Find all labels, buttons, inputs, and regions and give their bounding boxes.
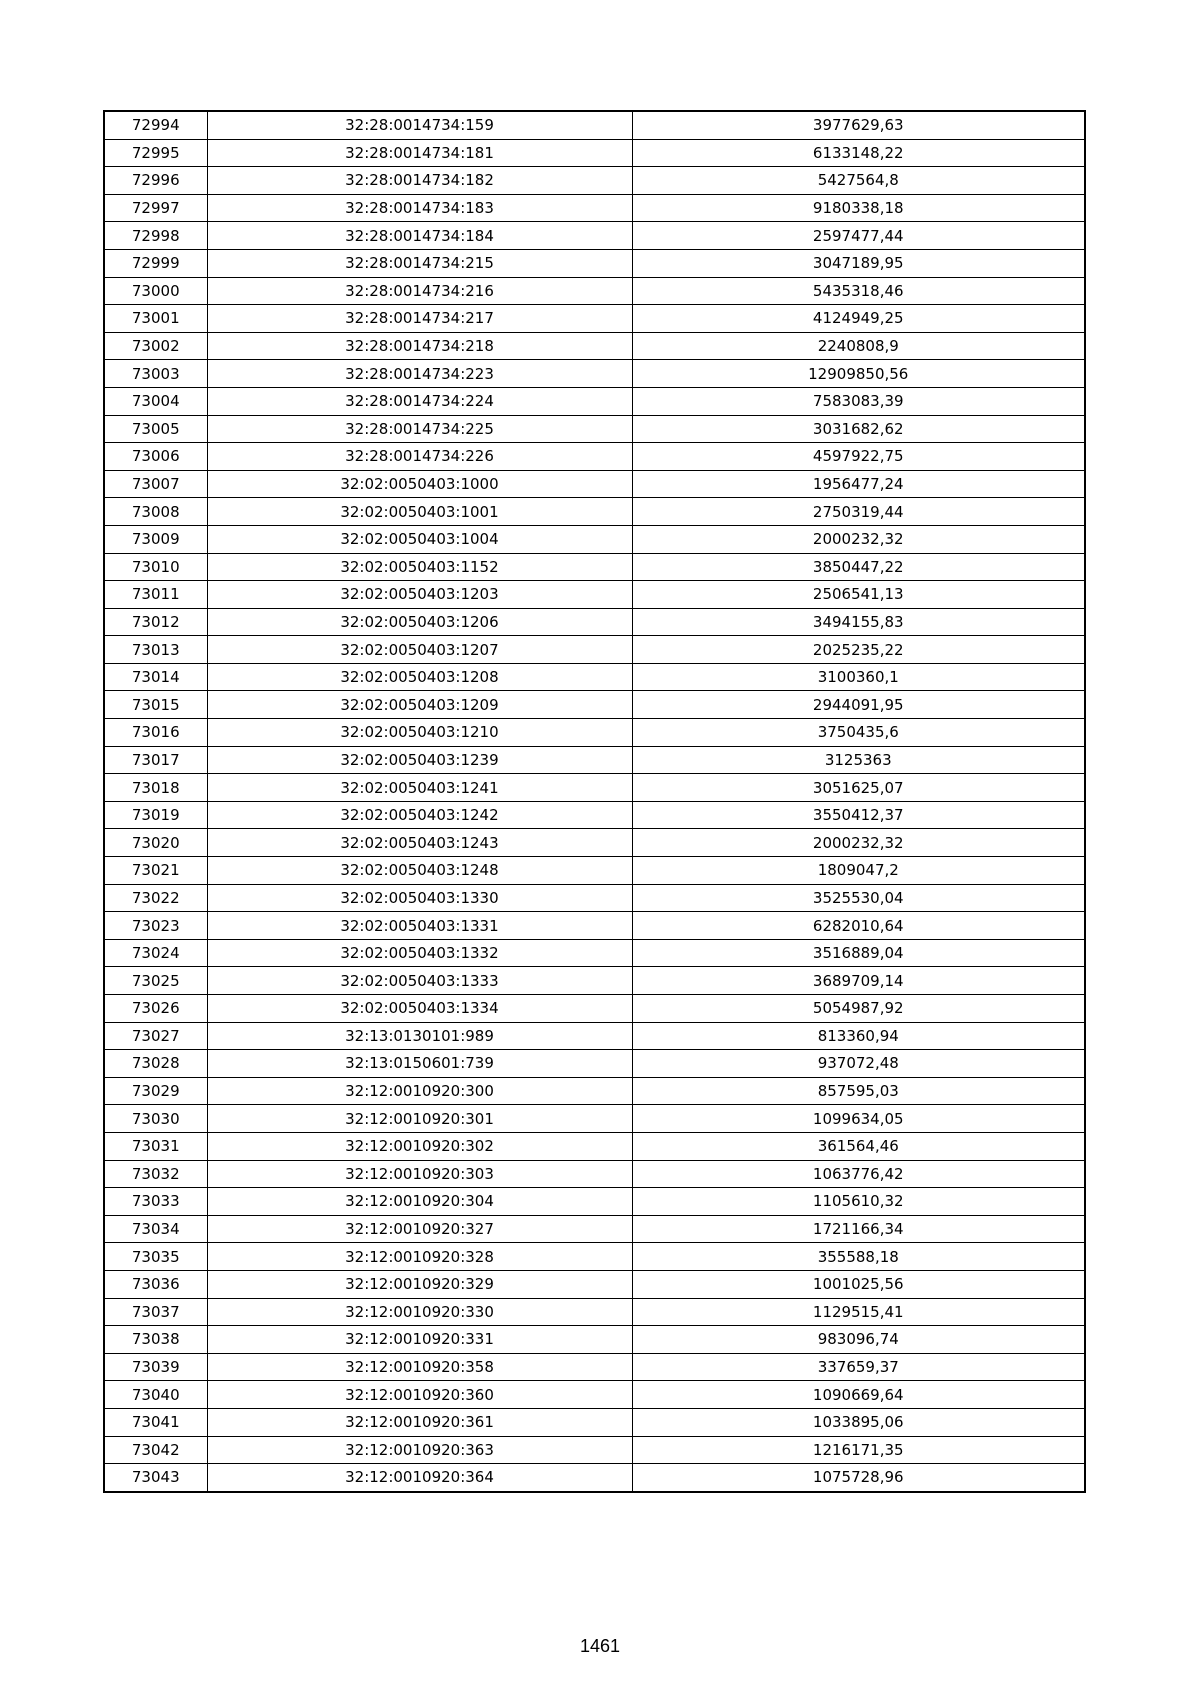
cadastral-number-cell: 32:02:0050403:1206 — [207, 608, 632, 636]
cadastral-number-cell: 32:02:0050403:1210 — [207, 719, 632, 747]
cadastral-value-cell: 6133148,22 — [632, 139, 1085, 167]
table-row — [104, 912, 1085, 940]
cadastral-value-cell: 3031682,62 — [632, 415, 1085, 443]
row-index-cell: 73025 — [104, 967, 207, 995]
cadastral-value-cell: 1105610,32 — [632, 1188, 1085, 1216]
cadastral-number-cell: 32:02:0050403:1242 — [207, 801, 632, 829]
row-index-cell: 73021 — [104, 857, 207, 885]
cadastral-value-cell: 9180338,18 — [632, 194, 1085, 222]
row-index-cell: 73015 — [104, 691, 207, 719]
cadastral-value-cell: 2597477,44 — [632, 222, 1085, 250]
cadastral-value-cell: 3125363 — [632, 746, 1085, 774]
table-row — [104, 525, 1085, 553]
cadastral-number-cell: 32:02:0050403:1001 — [207, 498, 632, 526]
cadastral-number-cell: 32:02:0050403:1000 — [207, 470, 632, 498]
row-index-cell: 73031 — [104, 1132, 207, 1160]
row-index-cell: 73011 — [104, 581, 207, 609]
table-row — [104, 884, 1085, 912]
row-index-cell: 73036 — [104, 1270, 207, 1298]
table-row — [104, 1050, 1085, 1078]
cadastral-number-cell: 32:02:0050403:1241 — [207, 774, 632, 802]
cadastral-number-cell: 32:02:0050403:1334 — [207, 995, 632, 1023]
row-index-cell: 73042 — [104, 1436, 207, 1464]
cadastral-value-cell: 813360,94 — [632, 1022, 1085, 1050]
cadastral-value-cell: 3850447,22 — [632, 553, 1085, 581]
table-row — [104, 305, 1085, 333]
cadastral-number-cell: 32:13:0150601:739 — [207, 1050, 632, 1078]
row-index-cell: 73037 — [104, 1298, 207, 1326]
table-row — [104, 995, 1085, 1023]
table-row — [104, 194, 1085, 222]
table-row — [104, 1270, 1085, 1298]
table-row — [104, 1132, 1085, 1160]
cadastral-value-cell: 1001025,56 — [632, 1270, 1085, 1298]
row-index-cell: 73020 — [104, 829, 207, 857]
cadastral-number-cell: 32:28:0014734:223 — [207, 360, 632, 388]
cadastral-number-cell: 32:02:0050403:1330 — [207, 884, 632, 912]
table-row — [104, 663, 1085, 691]
table-row — [104, 222, 1085, 250]
table-row — [104, 1215, 1085, 1243]
table-row — [104, 939, 1085, 967]
row-index-cell: 73005 — [104, 415, 207, 443]
cadastral-value-cell: 2506541,13 — [632, 581, 1085, 609]
cadastral-number-cell: 32:12:0010920:330 — [207, 1298, 632, 1326]
cadastral-number-cell: 32:28:0014734:226 — [207, 443, 632, 471]
cadastral-value-cell: 355588,18 — [632, 1243, 1085, 1271]
cadastral-value-cell: 361564,46 — [632, 1132, 1085, 1160]
row-index-cell: 73007 — [104, 470, 207, 498]
row-index-cell: 73026 — [104, 995, 207, 1023]
row-index-cell: 73038 — [104, 1326, 207, 1354]
row-index-cell: 73000 — [104, 277, 207, 305]
table-row — [104, 1353, 1085, 1381]
row-index-cell: 73017 — [104, 746, 207, 774]
cadastral-value-cell: 337659,37 — [632, 1353, 1085, 1381]
cadastral-value-cell: 1063776,42 — [632, 1160, 1085, 1188]
cadastral-number-cell: 32:12:0010920:303 — [207, 1160, 632, 1188]
table-row — [104, 443, 1085, 471]
cadastral-number-cell: 32:02:0050403:1209 — [207, 691, 632, 719]
cadastral-value-cell: 1033895,06 — [632, 1408, 1085, 1436]
table-row — [104, 1243, 1085, 1271]
cadastral-value-cell: 3750435,6 — [632, 719, 1085, 747]
table-row — [104, 1188, 1085, 1216]
cadastral-number-cell: 32:12:0010920:358 — [207, 1353, 632, 1381]
table-row — [104, 167, 1085, 195]
table-row — [104, 332, 1085, 360]
row-index-cell: 73012 — [104, 608, 207, 636]
table-row — [104, 249, 1085, 277]
cadastral-number-cell: 32:02:0050403:1243 — [207, 829, 632, 857]
table-row — [104, 277, 1085, 305]
cadastral-value-cell: 1090669,64 — [632, 1381, 1085, 1409]
cadastral-number-cell: 32:12:0010920:304 — [207, 1188, 632, 1216]
cadastral-value-cell: 3689709,14 — [632, 967, 1085, 995]
cadastral-value-cell: 1721166,34 — [632, 1215, 1085, 1243]
cadastral-number-cell: 32:02:0050403:1332 — [207, 939, 632, 967]
table-row — [104, 1105, 1085, 1133]
cadastral-number-cell: 32:28:0014734:215 — [207, 249, 632, 277]
cadastral-number-cell: 32:02:0050403:1004 — [207, 525, 632, 553]
table-row — [104, 857, 1085, 885]
cadastral-value-cell: 7583083,39 — [632, 387, 1085, 415]
row-index-cell: 73019 — [104, 801, 207, 829]
cadastral-value-cell: 3550412,37 — [632, 801, 1085, 829]
cadastral-value-cell: 12909850,56 — [632, 360, 1085, 388]
table-row — [104, 139, 1085, 167]
cadastral-number-cell: 32:12:0010920:364 — [207, 1464, 632, 1492]
cadastral-value-cell: 3494155,83 — [632, 608, 1085, 636]
table-row — [104, 470, 1085, 498]
cadastral-value-cell: 2025235,22 — [632, 636, 1085, 664]
row-index-cell: 73024 — [104, 939, 207, 967]
cadastral-value-cell: 983096,74 — [632, 1326, 1085, 1354]
row-index-cell: 72998 — [104, 222, 207, 250]
table-row — [104, 608, 1085, 636]
cadastral-value-cell: 1099634,05 — [632, 1105, 1085, 1133]
cadastral-number-cell: 32:28:0014734:181 — [207, 139, 632, 167]
cadastral-number-cell: 32:02:0050403:1248 — [207, 857, 632, 885]
table-row — [104, 1464, 1085, 1492]
cadastral-number-cell: 32:02:0050403:1331 — [207, 912, 632, 940]
cadastral-number-cell: 32:02:0050403:1239 — [207, 746, 632, 774]
cadastral-number-cell: 32:28:0014734:182 — [207, 167, 632, 195]
row-index-cell: 73028 — [104, 1050, 207, 1078]
row-index-cell: 73010 — [104, 553, 207, 581]
table-row — [104, 498, 1085, 526]
row-index-cell: 73013 — [104, 636, 207, 664]
table-row — [104, 967, 1085, 995]
table-row — [104, 1436, 1085, 1464]
row-index-cell: 73034 — [104, 1215, 207, 1243]
row-index-cell: 73033 — [104, 1188, 207, 1216]
cadastral-number-cell: 32:28:0014734:217 — [207, 305, 632, 333]
row-index-cell: 73032 — [104, 1160, 207, 1188]
cadastral-value-cell: 4124949,25 — [632, 305, 1085, 333]
table-row — [104, 1408, 1085, 1436]
cadastral-number-cell: 32:28:0014734:159 — [207, 111, 632, 139]
row-index-cell: 73030 — [104, 1105, 207, 1133]
cadastral-value-cell: 1216171,35 — [632, 1436, 1085, 1464]
cadastral-number-cell: 32:28:0014734:216 — [207, 277, 632, 305]
cadastral-value-cell: 1075728,96 — [632, 1464, 1085, 1492]
row-index-cell: 73018 — [104, 774, 207, 802]
row-index-cell: 73040 — [104, 1381, 207, 1409]
cadastral-value-table — [103, 110, 1086, 1493]
row-index-cell: 72995 — [104, 139, 207, 167]
cadastral-value-cell: 5054987,92 — [632, 995, 1085, 1023]
table-row — [104, 111, 1085, 139]
cadastral-value-cell: 2240808,9 — [632, 332, 1085, 360]
row-index-cell: 73016 — [104, 719, 207, 747]
cadastral-number-cell: 32:12:0010920:302 — [207, 1132, 632, 1160]
cadastral-value-cell: 2944091,95 — [632, 691, 1085, 719]
cadastral-value-cell: 6282010,64 — [632, 912, 1085, 940]
cadastral-number-cell: 32:12:0010920:301 — [207, 1105, 632, 1133]
row-index-cell: 73023 — [104, 912, 207, 940]
row-index-cell: 73001 — [104, 305, 207, 333]
cadastral-number-cell: 32:02:0050403:1203 — [207, 581, 632, 609]
row-index-cell: 73027 — [104, 1022, 207, 1050]
row-index-cell: 72996 — [104, 167, 207, 195]
cadastral-number-cell: 32:12:0010920:361 — [207, 1408, 632, 1436]
row-index-cell: 72994 — [104, 111, 207, 139]
cadastral-number-cell: 32:12:0010920:328 — [207, 1243, 632, 1271]
row-index-cell: 72997 — [104, 194, 207, 222]
cadastral-number-cell: 32:12:0010920:331 — [207, 1326, 632, 1354]
table-row — [104, 1381, 1085, 1409]
row-index-cell: 73039 — [104, 1353, 207, 1381]
table-row — [104, 746, 1085, 774]
cadastral-value-cell: 3977629,63 — [632, 111, 1085, 139]
table-row — [104, 387, 1085, 415]
cadastral-value-cell: 1129515,41 — [632, 1298, 1085, 1326]
cadastral-number-cell: 32:13:0130101:989 — [207, 1022, 632, 1050]
cadastral-number-cell: 32:28:0014734:183 — [207, 194, 632, 222]
cadastral-value-cell: 2000232,32 — [632, 525, 1085, 553]
table-row — [104, 1298, 1085, 1326]
cadastral-value-cell: 5435318,46 — [632, 277, 1085, 305]
cadastral-number-cell: 32:28:0014734:225 — [207, 415, 632, 443]
cadastral-value-cell: 857595,03 — [632, 1077, 1085, 1105]
row-index-cell: 73041 — [104, 1408, 207, 1436]
row-index-cell: 73009 — [104, 525, 207, 553]
cadastral-number-cell: 32:12:0010920:300 — [207, 1077, 632, 1105]
cadastral-number-cell: 32:12:0010920:327 — [207, 1215, 632, 1243]
row-index-cell: 73014 — [104, 663, 207, 691]
cadastral-number-cell: 32:02:0050403:1152 — [207, 553, 632, 581]
cadastral-value-cell: 3051625,07 — [632, 774, 1085, 802]
row-index-cell: 72999 — [104, 249, 207, 277]
cadastral-value-cell: 2000232,32 — [632, 829, 1085, 857]
table-row — [104, 581, 1085, 609]
cadastral-number-cell: 32:02:0050403:1207 — [207, 636, 632, 664]
row-index-cell: 73008 — [104, 498, 207, 526]
table-row — [104, 829, 1085, 857]
table-row — [104, 415, 1085, 443]
table-row — [104, 1326, 1085, 1354]
cadastral-value-cell: 1809047,2 — [632, 857, 1085, 885]
table-row — [104, 719, 1085, 747]
row-index-cell: 73006 — [104, 443, 207, 471]
cadastral-number-cell: 32:02:0050403:1333 — [207, 967, 632, 995]
cadastral-value-cell: 3100360,1 — [632, 663, 1085, 691]
row-index-cell: 73004 — [104, 387, 207, 415]
cadastral-value-cell: 3525530,04 — [632, 884, 1085, 912]
cadastral-number-cell: 32:02:0050403:1208 — [207, 663, 632, 691]
page-number: 1461 — [579, 1636, 621, 1656]
cadastral-value-cell: 1956477,24 — [632, 470, 1085, 498]
table-row — [104, 691, 1085, 719]
table-row — [104, 1160, 1085, 1188]
table-body — [104, 111, 1085, 1492]
table-row — [104, 553, 1085, 581]
cadastral-value-cell: 2750319,44 — [632, 498, 1085, 526]
row-index-cell: 73035 — [104, 1243, 207, 1271]
cadastral-number-cell: 32:28:0014734:184 — [207, 222, 632, 250]
cadastral-number-cell: 32:28:0014734:224 — [207, 387, 632, 415]
cadastral-number-cell: 32:28:0014734:218 — [207, 332, 632, 360]
table-row — [104, 636, 1085, 664]
cadastral-number-cell: 32:12:0010920:329 — [207, 1270, 632, 1298]
table-row — [104, 1022, 1085, 1050]
cadastral-value-cell: 4597922,75 — [632, 443, 1085, 471]
table-row — [104, 801, 1085, 829]
row-index-cell: 73022 — [104, 884, 207, 912]
row-index-cell: 73003 — [104, 360, 207, 388]
cadastral-value-cell: 937072,48 — [632, 1050, 1085, 1078]
table-row — [104, 360, 1085, 388]
cadastral-number-cell: 32:12:0010920:363 — [207, 1436, 632, 1464]
row-index-cell: 73043 — [104, 1464, 207, 1492]
row-index-cell: 73002 — [104, 332, 207, 360]
table-row — [104, 1077, 1085, 1105]
row-index-cell: 73029 — [104, 1077, 207, 1105]
cadastral-value-cell: 3047189,95 — [632, 249, 1085, 277]
cadastral-number-cell: 32:12:0010920:360 — [207, 1381, 632, 1409]
cadastral-value-cell: 3516889,04 — [632, 939, 1085, 967]
cadastral-value-cell: 5427564,8 — [632, 167, 1085, 195]
table-row — [104, 774, 1085, 802]
